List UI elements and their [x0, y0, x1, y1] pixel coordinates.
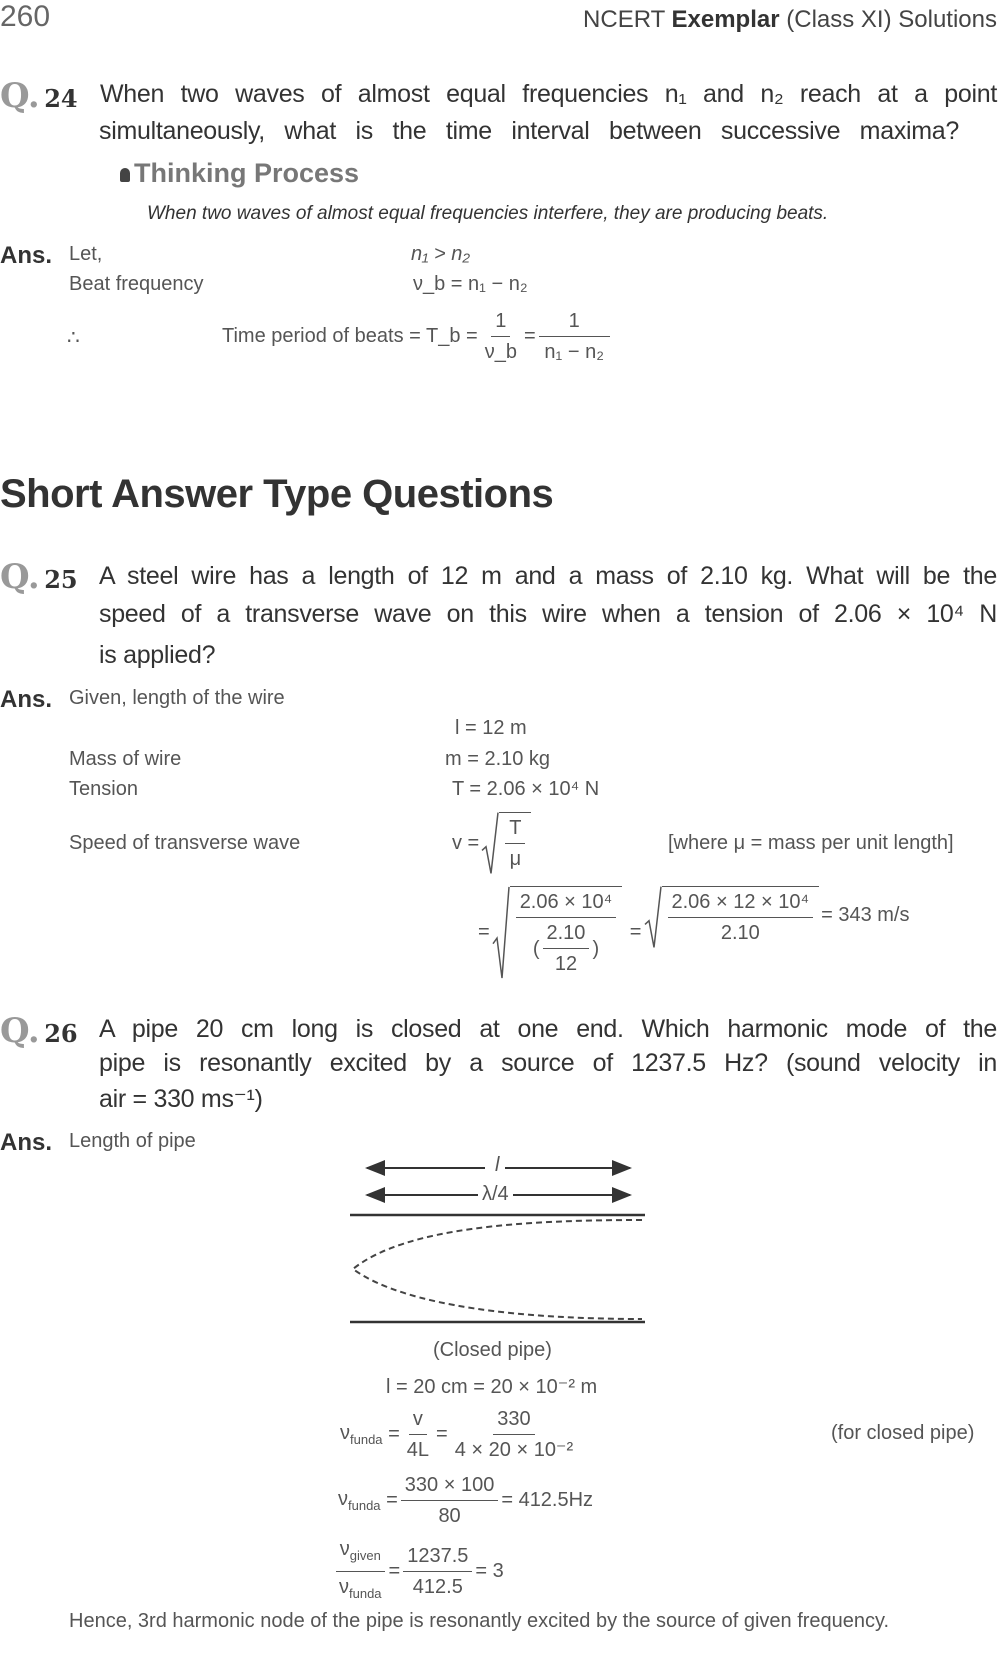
beat-frequency-equation: ν_b = n₁ − n₂ [413, 273, 528, 295]
length-equation: l = 12 m [455, 717, 527, 739]
given-label: Given, length of the wire [69, 687, 285, 709]
fraction [539, 306, 610, 367]
numerator: T [505, 813, 525, 844]
speed-equation [452, 812, 533, 874]
denominator: n₁ − n₂ [544, 341, 604, 363]
tension-equation: T = 2.06 × 10⁴ N [452, 778, 600, 800]
diagram-caption: (Closed pipe) [433, 1339, 552, 1361]
fundamental-frequency-result: $\nu_{funda}$ = $\frac{330 \times 100}{80}$ = 412.5Hz [338, 1470, 593, 1531]
let-equation: n₁ > n₂ [411, 243, 470, 265]
numerator: 330 × 100 [401, 1470, 499, 1501]
let-label: Let, [69, 243, 103, 265]
closed-pipe-diagram [345, 1152, 655, 1332]
closed-pipe-note: (for closed pipe) [831, 1422, 975, 1444]
page-number: 260 [0, 0, 51, 33]
running-header [583, 6, 997, 34]
fraction [481, 306, 521, 367]
numerator: 1 [491, 306, 510, 337]
q-mark: Q. [0, 557, 40, 597]
length-label: Length of pipe [69, 1130, 196, 1152]
numerator: v [409, 1404, 427, 1435]
therefore-symbol: ∴ [67, 327, 80, 349]
q-mark: Q. [0, 76, 40, 116]
denominator: μ [509, 848, 522, 870]
lightbulb-icon [120, 168, 130, 182]
numerator: 2.10 [543, 918, 590, 949]
q25-label [0, 557, 78, 597]
book-suffix: (Class XI) Solutions [786, 6, 997, 33]
denominator: 412.5 [412, 1576, 463, 1598]
fundamental-frequency-equation: $\nu_{funda}$ = $\frac{v}{4L}$ = $\frac{330}{\text{4 × 20 × 10⁻²}}$ [340, 1404, 580, 1465]
numerator: 2.06 × 12 × 10⁴ [668, 887, 814, 918]
book-prefix: NCERT [583, 6, 665, 33]
time-period-label: Time period of beats = T_b = [222, 325, 478, 347]
thinking-process-heading [120, 158, 359, 189]
denominator: 4 × 20 × 10⁻² [454, 1439, 574, 1461]
radical-sign [644, 886, 662, 948]
book-title: Exemplar [671, 6, 780, 33]
square-root [644, 886, 820, 948]
speed-result: = 343 m/s [821, 904, 910, 926]
mass-label: Mass of wire [69, 748, 182, 770]
numerator: 330 [493, 1404, 534, 1435]
diagram-wavelength-label: λ/4 [482, 1183, 509, 1205]
numerator: 1237.5 [403, 1541, 472, 1572]
question-number: 25 [44, 565, 78, 594]
question-text-line: air = 330 ms⁻¹) [99, 1085, 263, 1113]
where-note: [where μ = mass per unit length] [668, 832, 954, 854]
frequency-result: = 412.5Hz [501, 1489, 594, 1511]
square-root: 2.06 × 10⁴ ( $\frac{2.10}{12}$ ) [492, 886, 623, 979]
frequency-ratio-equation: $\frac{\nu_{given}}{\nu_{funda}}$ = $\frac{1237.5}{412.5}$ = 3 [332, 1534, 504, 1609]
length-equation: l = 20 cm = 20 × 10⁻² m [386, 1376, 598, 1398]
answer-label: Ans. [0, 242, 53, 269]
ratio-result: = 3 [475, 1560, 504, 1582]
tension-label: Tension [69, 778, 138, 800]
section-heading: Short Answer Type Questions [0, 472, 554, 516]
question-text-line: pipe is resonantly excited by a source of 1237.5 Hz? (sound velocity in [99, 1049, 997, 1077]
denominator: 80 [438, 1505, 461, 1527]
thinking-text: When two waves of almost equal frequencies interfere, they are producing beats. [147, 203, 829, 224]
denominator: ν_b [484, 341, 517, 363]
radical-sign [481, 812, 499, 874]
q24-label [0, 76, 78, 116]
numerator: 1 [539, 306, 610, 337]
answer-label: Ans. [0, 1129, 53, 1156]
square-root [481, 812, 531, 874]
thinking-title: Thinking Process [134, 158, 360, 188]
q-mark: Q. [0, 1011, 40, 1051]
diagram-length-label: l [495, 1154, 500, 1176]
question-text-line: When two waves of almost equal frequencies n₁ and n₂ reach at a point [100, 80, 997, 108]
denominator: 4L [406, 1439, 430, 1461]
question-number: 24 [44, 84, 78, 113]
question-text-line: A pipe 20 cm long is closed at one end. Which harmonic mode of the [99, 1015, 997, 1043]
numerator: 2.06 × 10⁴ [516, 887, 617, 918]
q26-label [0, 1011, 78, 1051]
equals: = [478, 921, 490, 943]
nu-funda: $\nu_{funda}$ [340, 1422, 383, 1447]
question-text-line: is applied? [99, 641, 216, 669]
answer-label: Ans. [0, 686, 53, 713]
speed-calculation: = 2.06 × 10⁴ ( $\frac{2.10}{12}$ ) = $\frac{\text{2.06 × 12 × 10⁴}}{2.10}$ = 343 m/s [478, 886, 910, 979]
radical-sign [492, 886, 510, 979]
speed-lhs: v = [452, 831, 480, 854]
speed-label: Speed of transverse wave [69, 832, 301, 854]
question-text-line: A steel wire has a length of 12 m and a mass of 2.10 kg. What will be the [99, 562, 997, 590]
beat-frequency-label: Beat frequency [69, 273, 204, 295]
displacement-curve [353, 1220, 642, 1319]
question-text-line: simultaneously, what is the time interval between successive maxima? [99, 117, 959, 145]
question-number: 26 [44, 1019, 78, 1048]
denominator: 12 [554, 953, 578, 975]
question-text-line: speed of a transverse wave on this wire when a tension of 2.06 × 10⁴ N [99, 600, 997, 628]
time-period-equation: Time period of beats = T_b = $\frac{1}{\nu\_b}$ = $\frac{1}{\text{n₁ − n₂}}$ [222, 306, 613, 367]
denominator: 2.10 [720, 922, 760, 944]
mass-equation: m = 2.10 kg [445, 748, 551, 770]
conclusion-text: Hence, 3rd harmonic node of the pipe is resonantly excited by the source of given frequency. [69, 1610, 890, 1632]
